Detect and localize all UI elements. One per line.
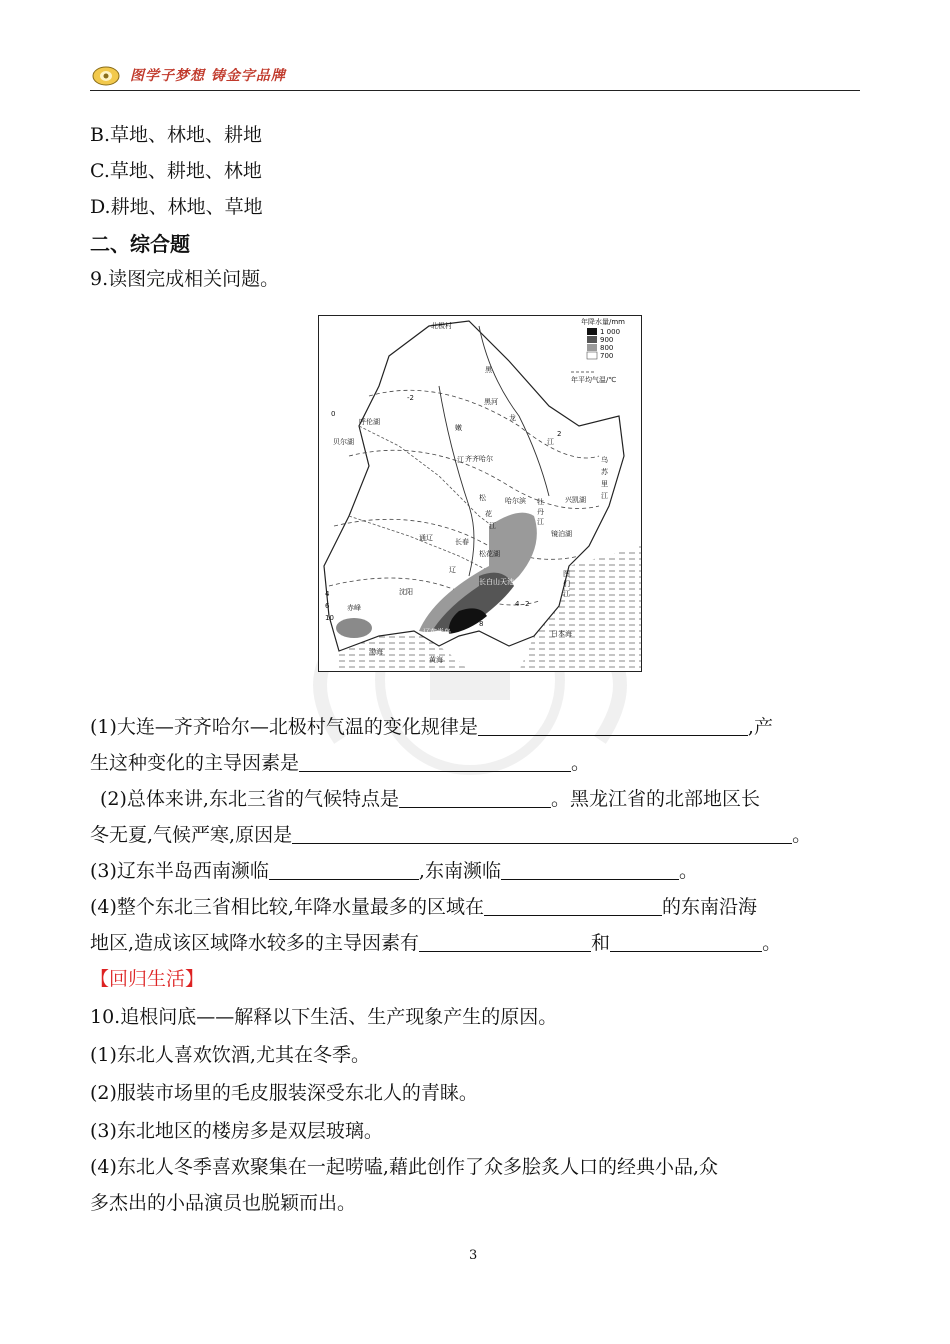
q9-part2-line1 xyxy=(100,784,760,811)
q9-p1-text-c: 生这种变化的主导因素是 xyxy=(90,752,300,774)
q9-p3-text-b: ,东南濒临 xyxy=(418,860,501,882)
map-svg xyxy=(319,316,641,671)
map-char-tu: 图 xyxy=(563,570,570,578)
map-char-jiang-6: 江 xyxy=(563,590,570,598)
q9-part2-line2 xyxy=(90,820,811,847)
isotherm-value-c: 2 xyxy=(557,430,562,438)
page-header xyxy=(90,62,860,91)
place-shenyang: 沈阳 xyxy=(399,588,413,596)
q9-p4-text-c: 地区,造成该区域降水较多的主导因素有 xyxy=(90,932,420,954)
legend-700 xyxy=(587,352,597,359)
map-char-mu: 牡 xyxy=(537,498,544,506)
map-char-jiang-4: 江 xyxy=(537,518,544,526)
map-char-nen: 嫩 xyxy=(455,424,462,432)
q10-sub-2: (2)服装市场里的毛皮服装深受东北人的青睐。 xyxy=(90,1082,478,1104)
q9-p1-text-d: 。 xyxy=(571,752,591,774)
brand-logo-icon xyxy=(92,64,122,86)
legend-800 xyxy=(587,344,597,351)
place-tongliao: 通辽 xyxy=(419,534,433,542)
q9-part4-line2 xyxy=(90,928,781,955)
q9-p4-text-a: (4)整个东北三省相比较,年降水量最多的区域在 xyxy=(90,896,484,918)
map-char-men: 们 xyxy=(563,580,570,588)
map-char-jiang: 江 xyxy=(547,438,554,446)
answer-blank-5[interactable] xyxy=(269,860,419,880)
place-liaodong-peninsula: 辽东半岛 xyxy=(423,628,451,636)
isotherm-value-g: 10 xyxy=(325,614,334,622)
q9-p1-text-b: ,产 xyxy=(747,716,773,738)
legend-level-900: 900 xyxy=(600,336,614,344)
q9-p1-text-a: (1)大连—齐齐哈尔—北极村气温的变化规律是 xyxy=(90,716,478,738)
q10-sub-1: (1)东北人喜欢饮酒,尤其在冬季。 xyxy=(90,1044,370,1066)
sea-japan: 日本海 xyxy=(551,630,572,638)
map-char-song: 松 xyxy=(479,494,486,502)
isotherm-value-a: -2 xyxy=(407,394,414,402)
q9-p4-text-b: 的东南沿海 xyxy=(661,896,757,918)
isotherm-value-e: 6 xyxy=(325,602,330,610)
map-char-liao: 辽 xyxy=(449,566,456,574)
q10-sub-4-line2: 多杰出的小品演员也脱颖而出。 xyxy=(90,1192,357,1214)
q10-sub-4-line1: (4)东北人冬季喜欢聚集在一起唠嗑,藉此创作了众多脍炙人口的经典小品,众 xyxy=(90,1156,718,1178)
isotherm-value-d: 4 xyxy=(325,590,330,598)
section-title-life: 【回归生活】 xyxy=(90,968,205,990)
map-char-wu: 乌 xyxy=(601,456,608,464)
q9-part4-line1 xyxy=(90,892,757,919)
q9-p3-text-a: (3)辽东半岛西南濒临 xyxy=(90,860,269,882)
legend-level-700: 700 xyxy=(600,352,614,360)
answer-blank-9[interactable] xyxy=(610,932,762,952)
isotherm-value-i: 2 xyxy=(525,600,530,608)
option-b: B.草地、林地、耕地 xyxy=(90,124,263,146)
page-number: 3 xyxy=(469,1248,478,1263)
legend-1000 xyxy=(587,328,597,335)
q9-part1-line2 xyxy=(90,748,590,775)
place-harbin: 哈尔滨 xyxy=(505,497,526,505)
q9-p2-text-d: 。 xyxy=(792,824,812,846)
legend-precip-title: 年降水量/mm xyxy=(581,318,625,326)
q9-part1-line1 xyxy=(90,712,773,739)
answer-blank-4[interactable] xyxy=(292,824,792,844)
answer-blank-7[interactable] xyxy=(484,896,662,916)
place-changchun: 长春 xyxy=(455,538,469,546)
place-songhuahu: 松花湖 xyxy=(479,550,500,558)
map-char-hei: 黑 xyxy=(485,366,492,374)
place-xingkaihu: 兴凯湖 xyxy=(565,496,586,504)
answer-blank-2[interactable] xyxy=(299,752,571,772)
section-title-comprehensive: 二、综合题 xyxy=(90,232,190,256)
map-char-long: 龙 xyxy=(509,414,516,422)
sea-bohai: 渤海 xyxy=(369,648,383,656)
isotherm-value-h: 4 xyxy=(515,600,520,608)
legend-900 xyxy=(587,336,597,343)
sea-japan-area xyxy=(519,546,641,671)
answer-blank-6[interactable] xyxy=(501,860,679,880)
sea-huanghai: 黄海 xyxy=(429,656,443,664)
place-chifeng: 赤峰 xyxy=(347,604,361,612)
option-d: D.耕地、林地、草地 xyxy=(90,196,263,218)
q9-p4-text-e: 。 xyxy=(762,932,782,954)
map-char-jiang-3: 江 xyxy=(489,522,496,530)
map-char-jiang-2: 江 xyxy=(457,456,464,464)
place-qiqihar: 齐齐哈尔 xyxy=(465,455,493,463)
q9-part3 xyxy=(90,856,698,883)
place-changbaishan-tianchi: 长白山天池 xyxy=(479,578,514,586)
isotherm-value-f: 8 xyxy=(479,620,484,628)
answer-blank-8[interactable] xyxy=(419,932,591,952)
question-9-stem: 9.读图完成相关问题。 xyxy=(90,268,280,290)
answer-blank-3[interactable] xyxy=(399,788,551,808)
legend-level-800: 800 xyxy=(600,344,614,352)
q10-sub-3: (3)东北地区的楼房多是双层玻璃。 xyxy=(90,1120,383,1142)
q9-p2-text-c: 冬无夏,气候严寒,原因是 xyxy=(90,824,293,846)
map-char-su: 苏 xyxy=(601,468,608,476)
place-beijicun: 北极村 xyxy=(431,322,452,330)
q9-p2-text-b: 。黑龙江省的北部地区长 xyxy=(550,788,760,810)
precip-small-zone xyxy=(336,618,372,638)
map-char-jiang-5: 江 xyxy=(601,492,608,500)
q9-p4-text-d: 和 xyxy=(591,932,611,954)
legend-isotherm: 年平均气温/℃ xyxy=(571,376,617,384)
northeast-china-map xyxy=(318,315,642,672)
place-jingpohu: 镜泊湖 xyxy=(551,530,572,538)
map-char-hua: 花 xyxy=(485,510,492,518)
brand-slogan: 图学子梦想 铸金字品牌 xyxy=(130,68,286,84)
answer-blank-1[interactable] xyxy=(478,716,748,736)
map-char-dan: 丹 xyxy=(537,508,544,516)
place-hulunhu: 呼伦湖 xyxy=(359,418,380,426)
legend-level-1000: 1 000 xyxy=(600,328,621,336)
place-beierhu: 贝尔湖 xyxy=(333,438,354,446)
isotherm-value-b: 0 xyxy=(331,410,336,418)
option-c: C.草地、耕地、林地 xyxy=(90,160,262,182)
q9-p3-text-c: 。 xyxy=(678,860,698,882)
q9-p2-text-a: (2)总体来讲,东北三省的气候特点是 xyxy=(100,788,399,810)
question-10-stem: 10.追根问底——解释以下生活、生产现象产生的原因。 xyxy=(90,1006,558,1028)
place-heihe: 黑河 xyxy=(484,398,498,406)
map-char-li: 里 xyxy=(601,480,608,488)
